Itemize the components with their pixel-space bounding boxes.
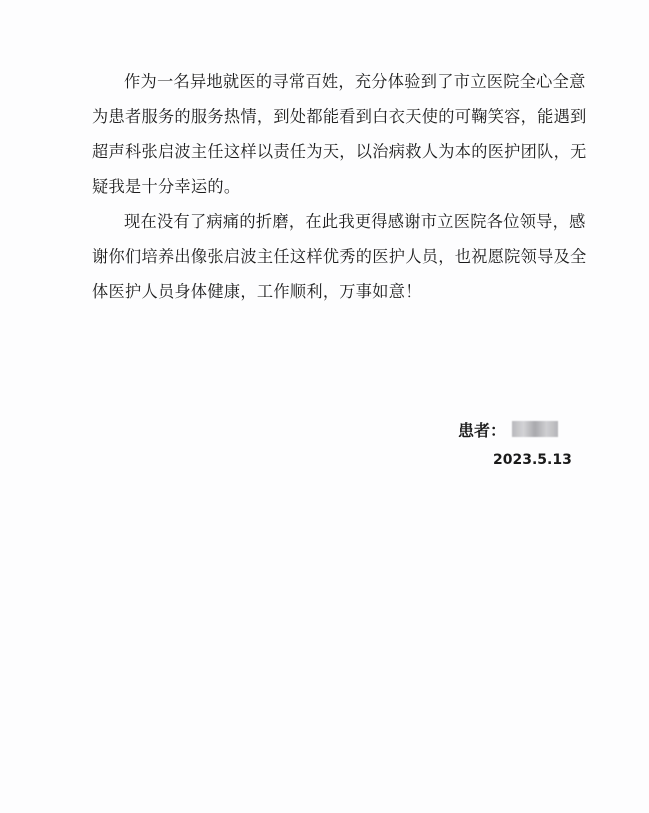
letter-date: 2023.5.13 bbox=[493, 452, 572, 468]
letter-body bbox=[92, 64, 587, 309]
signature-label: 患者： bbox=[458, 420, 507, 440]
paragraph-line: 现在没有了病痛的折磨，在此我更得感谢市立医院各位领导，感 bbox=[124, 212, 586, 231]
paragraph-1 bbox=[92, 64, 587, 204]
signature bbox=[458, 415, 558, 443]
paragraph-2 bbox=[92, 204, 587, 309]
paragraph-line: 谢你们培养出像张启波主任这样优秀的医护人员，也祝愿院领导及全 bbox=[92, 247, 587, 266]
paragraph-line: 为患者服务的服务热情，到处都能看到白衣天使的可鞠笑容，能遇到 bbox=[92, 107, 587, 126]
redacted-name bbox=[512, 421, 558, 437]
paragraph-line: 超声科张启波主任这样以责任为天，以治病救人为本的医护团队，无 bbox=[92, 142, 587, 161]
paragraph-line: 疑我是十分幸运的。 bbox=[92, 177, 241, 196]
paragraph-line: 体医护人员身体健康，工作顺利，万事如意！ bbox=[92, 282, 422, 301]
paragraph-line: 作为一名异地就医的寻常百姓，充分体验到了市立医院全心全意 bbox=[124, 72, 586, 91]
